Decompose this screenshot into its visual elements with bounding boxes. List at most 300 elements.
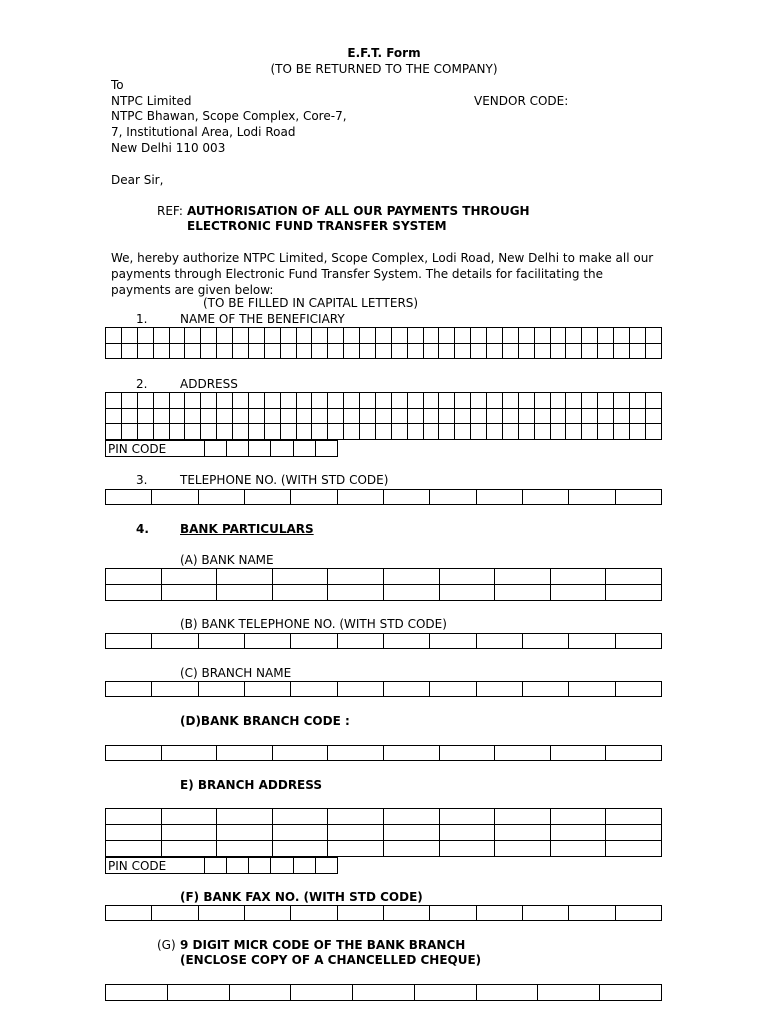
input-cell[interactable] xyxy=(360,424,376,440)
input-cell[interactable] xyxy=(582,408,598,424)
input-cell[interactable] xyxy=(471,408,487,424)
input-cell[interactable] xyxy=(550,746,606,761)
input-cell[interactable] xyxy=(383,490,429,505)
input-cell[interactable] xyxy=(495,809,551,825)
input-cell[interactable] xyxy=(264,424,280,440)
input-cell[interactable] xyxy=(264,408,280,424)
bank-fax-grid[interactable] xyxy=(105,905,662,921)
input-cell[interactable] xyxy=(645,343,661,359)
input-cell[interactable] xyxy=(296,343,312,359)
input-cell[interactable] xyxy=(106,393,122,409)
input-cell[interactable] xyxy=(487,328,503,344)
input-cell[interactable] xyxy=(550,569,606,585)
bank-name-grid[interactable] xyxy=(105,568,662,601)
input-cell[interactable] xyxy=(439,393,455,409)
input-cell[interactable] xyxy=(476,906,522,921)
input-cell[interactable] xyxy=(217,746,273,761)
input-cell[interactable] xyxy=(328,393,344,409)
input-cell[interactable] xyxy=(264,343,280,359)
input-cell[interactable] xyxy=(137,393,153,409)
input-cell[interactable] xyxy=(455,408,471,424)
input-cell[interactable] xyxy=(121,424,137,440)
input-cell[interactable] xyxy=(121,408,137,424)
input-cell[interactable] xyxy=(430,634,476,649)
input-cell[interactable] xyxy=(272,746,328,761)
input-cell[interactable] xyxy=(169,393,185,409)
input-cell[interactable] xyxy=(582,343,598,359)
input-cell[interactable] xyxy=(487,343,503,359)
bank-phone-grid[interactable] xyxy=(105,633,662,649)
input-cell[interactable] xyxy=(407,393,423,409)
input-cell[interactable] xyxy=(106,490,152,505)
input-cell[interactable] xyxy=(328,328,344,344)
input-cell[interactable] xyxy=(502,408,518,424)
input-cell[interactable] xyxy=(337,682,383,697)
input-cell[interactable] xyxy=(375,343,391,359)
input-cell[interactable] xyxy=(439,569,495,585)
input-cell[interactable] xyxy=(233,393,249,409)
input-cell[interactable] xyxy=(280,408,296,424)
input-cell[interactable] xyxy=(455,328,471,344)
input-cell[interactable] xyxy=(495,746,551,761)
input-cell[interactable] xyxy=(534,343,550,359)
input-cell[interactable] xyxy=(337,490,383,505)
input-cell[interactable] xyxy=(566,393,582,409)
pin-cell[interactable] xyxy=(315,858,337,874)
input-cell[interactable] xyxy=(248,343,264,359)
input-cell[interactable] xyxy=(439,809,495,825)
input-cell[interactable] xyxy=(414,985,476,1001)
input-cell[interactable] xyxy=(550,809,606,825)
input-cell[interactable] xyxy=(296,393,312,409)
input-cell[interactable] xyxy=(169,343,185,359)
input-cell[interactable] xyxy=(291,490,337,505)
input-cell[interactable] xyxy=(502,393,518,409)
input-cell[interactable] xyxy=(217,393,233,409)
input-cell[interactable] xyxy=(538,985,600,1001)
input-cell[interactable] xyxy=(153,343,169,359)
input-cell[interactable] xyxy=(606,569,662,585)
input-cell[interactable] xyxy=(106,634,152,649)
input-cell[interactable] xyxy=(407,408,423,424)
input-cell[interactable] xyxy=(423,393,439,409)
input-cell[interactable] xyxy=(606,809,662,825)
input-cell[interactable] xyxy=(360,393,376,409)
input-cell[interactable] xyxy=(614,408,630,424)
input-cell[interactable] xyxy=(471,343,487,359)
input-cell[interactable] xyxy=(375,328,391,344)
input-cell[interactable] xyxy=(569,682,615,697)
input-cell[interactable] xyxy=(106,906,152,921)
input-cell[interactable] xyxy=(328,343,344,359)
input-cell[interactable] xyxy=(550,393,566,409)
input-cell[interactable] xyxy=(198,682,244,697)
input-cell[interactable] xyxy=(471,424,487,440)
input-cell[interactable] xyxy=(337,906,383,921)
input-cell[interactable] xyxy=(344,424,360,440)
input-cell[interactable] xyxy=(375,424,391,440)
input-cell[interactable] xyxy=(383,825,439,841)
input-cell[interactable] xyxy=(550,328,566,344)
pin-cell[interactable] xyxy=(249,858,271,874)
input-cell[interactable] xyxy=(296,408,312,424)
input-cell[interactable] xyxy=(198,906,244,921)
input-cell[interactable] xyxy=(522,682,568,697)
input-cell[interactable] xyxy=(391,424,407,440)
input-cell[interactable] xyxy=(248,408,264,424)
input-cell[interactable] xyxy=(328,746,384,761)
input-cell[interactable] xyxy=(487,408,503,424)
input-cell[interactable] xyxy=(244,906,290,921)
input-cell[interactable] xyxy=(233,328,249,344)
pin-cell[interactable] xyxy=(293,441,315,457)
pin-cell[interactable] xyxy=(315,441,337,457)
input-cell[interactable] xyxy=(598,343,614,359)
input-cell[interactable] xyxy=(198,634,244,649)
input-cell[interactable] xyxy=(169,328,185,344)
input-cell[interactable] xyxy=(391,343,407,359)
input-cell[interactable] xyxy=(629,408,645,424)
input-cell[interactable] xyxy=(360,328,376,344)
input-cell[interactable] xyxy=(291,634,337,649)
input-cell[interactable] xyxy=(217,841,273,857)
input-cell[interactable] xyxy=(344,328,360,344)
input-cell[interactable] xyxy=(344,343,360,359)
input-cell[interactable] xyxy=(233,408,249,424)
input-cell[interactable] xyxy=(344,408,360,424)
input-cell[interactable] xyxy=(471,393,487,409)
input-cell[interactable] xyxy=(502,424,518,440)
input-cell[interactable] xyxy=(153,393,169,409)
input-cell[interactable] xyxy=(217,343,233,359)
input-cell[interactable] xyxy=(375,408,391,424)
input-cell[interactable] xyxy=(137,328,153,344)
input-cell[interactable] xyxy=(522,490,568,505)
input-cell[interactable] xyxy=(550,408,566,424)
input-cell[interactable] xyxy=(161,809,217,825)
input-cell[interactable] xyxy=(534,424,550,440)
input-cell[interactable] xyxy=(518,424,534,440)
input-cell[interactable] xyxy=(106,343,122,359)
input-cell[interactable] xyxy=(161,585,217,601)
input-cell[interactable] xyxy=(614,424,630,440)
input-cell[interactable] xyxy=(383,746,439,761)
input-cell[interactable] xyxy=(185,328,201,344)
input-cell[interactable] xyxy=(121,328,137,344)
input-cell[interactable] xyxy=(629,328,645,344)
input-cell[interactable] xyxy=(106,328,122,344)
input-cell[interactable] xyxy=(152,682,198,697)
input-cell[interactable] xyxy=(522,634,568,649)
input-cell[interactable] xyxy=(495,841,551,857)
input-cell[interactable] xyxy=(407,343,423,359)
input-cell[interactable] xyxy=(598,393,614,409)
telephone-grid[interactable] xyxy=(105,489,662,505)
input-cell[interactable] xyxy=(201,343,217,359)
input-cell[interactable] xyxy=(360,408,376,424)
input-cell[interactable] xyxy=(233,424,249,440)
input-cell[interactable] xyxy=(161,569,217,585)
input-cell[interactable] xyxy=(217,424,233,440)
input-cell[interactable] xyxy=(534,328,550,344)
branch-address-grid[interactable] xyxy=(105,808,662,857)
input-cell[interactable] xyxy=(614,328,630,344)
input-cell[interactable] xyxy=(439,585,495,601)
pin-cell[interactable] xyxy=(293,858,315,874)
input-cell[interactable] xyxy=(423,343,439,359)
input-cell[interactable] xyxy=(487,424,503,440)
input-cell[interactable] xyxy=(502,343,518,359)
branch-pin-grid[interactable] xyxy=(105,857,338,874)
input-cell[interactable] xyxy=(407,328,423,344)
input-cell[interactable] xyxy=(645,393,661,409)
input-cell[interactable] xyxy=(383,906,429,921)
input-cell[interactable] xyxy=(407,424,423,440)
input-cell[interactable] xyxy=(430,906,476,921)
input-cell[interactable] xyxy=(344,393,360,409)
input-cell[interactable] xyxy=(137,408,153,424)
input-cell[interactable] xyxy=(522,906,568,921)
input-cell[interactable] xyxy=(106,841,162,857)
pin-cell[interactable] xyxy=(227,858,249,874)
input-cell[interactable] xyxy=(152,634,198,649)
input-cell[interactable] xyxy=(244,490,290,505)
input-cell[interactable] xyxy=(439,408,455,424)
input-cell[interactable] xyxy=(161,825,217,841)
input-cell[interactable] xyxy=(153,408,169,424)
input-cell[interactable] xyxy=(169,424,185,440)
input-cell[interactable] xyxy=(615,906,661,921)
input-cell[interactable] xyxy=(606,841,662,857)
input-cell[interactable] xyxy=(534,393,550,409)
input-cell[interactable] xyxy=(296,328,312,344)
input-cell[interactable] xyxy=(312,424,328,440)
input-cell[interactable] xyxy=(152,906,198,921)
input-cell[interactable] xyxy=(383,841,439,857)
input-cell[interactable] xyxy=(217,569,273,585)
input-cell[interactable] xyxy=(229,985,291,1001)
input-cell[interactable] xyxy=(439,825,495,841)
input-cell[interactable] xyxy=(502,328,518,344)
input-cell[interactable] xyxy=(272,809,328,825)
input-cell[interactable] xyxy=(312,343,328,359)
input-cell[interactable] xyxy=(455,343,471,359)
input-cell[interactable] xyxy=(198,490,244,505)
input-cell[interactable] xyxy=(439,424,455,440)
micr-code-grid[interactable] xyxy=(105,984,662,1001)
input-cell[interactable] xyxy=(566,424,582,440)
input-cell[interactable] xyxy=(615,634,661,649)
input-cell[interactable] xyxy=(328,424,344,440)
input-cell[interactable] xyxy=(550,841,606,857)
input-cell[interactable] xyxy=(217,585,273,601)
input-cell[interactable] xyxy=(280,424,296,440)
input-cell[interactable] xyxy=(201,328,217,344)
input-cell[interactable] xyxy=(476,490,522,505)
input-cell[interactable] xyxy=(106,985,168,1001)
input-cell[interactable] xyxy=(353,985,415,1001)
input-cell[interactable] xyxy=(582,393,598,409)
address-grid[interactable] xyxy=(105,392,662,440)
input-cell[interactable] xyxy=(518,343,534,359)
input-cell[interactable] xyxy=(106,569,162,585)
input-cell[interactable] xyxy=(121,343,137,359)
input-cell[interactable] xyxy=(476,682,522,697)
input-cell[interactable] xyxy=(383,585,439,601)
beneficiary-name-grid[interactable] xyxy=(105,327,662,359)
input-cell[interactable] xyxy=(566,408,582,424)
input-cell[interactable] xyxy=(217,328,233,344)
input-cell[interactable] xyxy=(248,424,264,440)
input-cell[interactable] xyxy=(600,985,662,1001)
input-cell[interactable] xyxy=(328,809,384,825)
input-cell[interactable] xyxy=(629,424,645,440)
input-cell[interactable] xyxy=(391,408,407,424)
input-cell[interactable] xyxy=(439,841,495,857)
input-cell[interactable] xyxy=(606,746,662,761)
input-cell[interactable] xyxy=(423,424,439,440)
input-cell[interactable] xyxy=(455,393,471,409)
input-cell[interactable] xyxy=(217,825,273,841)
input-cell[interactable] xyxy=(280,343,296,359)
input-cell[interactable] xyxy=(152,490,198,505)
input-cell[interactable] xyxy=(106,825,162,841)
input-cell[interactable] xyxy=(272,585,328,601)
input-cell[interactable] xyxy=(645,424,661,440)
input-cell[interactable] xyxy=(161,841,217,857)
input-cell[interactable] xyxy=(476,634,522,649)
input-cell[interactable] xyxy=(375,393,391,409)
pin-cell[interactable] xyxy=(249,441,271,457)
branch-code-grid[interactable] xyxy=(105,745,662,761)
input-cell[interactable] xyxy=(328,569,384,585)
input-cell[interactable] xyxy=(244,682,290,697)
input-cell[interactable] xyxy=(430,682,476,697)
input-cell[interactable] xyxy=(248,393,264,409)
input-cell[interactable] xyxy=(153,424,169,440)
input-cell[interactable] xyxy=(264,328,280,344)
input-cell[interactable] xyxy=(201,408,217,424)
input-cell[interactable] xyxy=(106,424,122,440)
input-cell[interactable] xyxy=(439,328,455,344)
input-cell[interactable] xyxy=(518,393,534,409)
input-cell[interactable] xyxy=(629,343,645,359)
input-cell[interactable] xyxy=(534,408,550,424)
input-cell[interactable] xyxy=(423,328,439,344)
input-cell[interactable] xyxy=(233,343,249,359)
input-cell[interactable] xyxy=(550,585,606,601)
input-cell[interactable] xyxy=(614,393,630,409)
input-cell[interactable] xyxy=(280,393,296,409)
input-cell[interactable] xyxy=(169,408,185,424)
input-cell[interactable] xyxy=(106,682,152,697)
input-cell[interactable] xyxy=(272,825,328,841)
input-cell[interactable] xyxy=(383,809,439,825)
input-cell[interactable] xyxy=(582,424,598,440)
input-cell[interactable] xyxy=(360,343,376,359)
input-cell[interactable] xyxy=(383,682,429,697)
input-cell[interactable] xyxy=(569,490,615,505)
input-cell[interactable] xyxy=(201,424,217,440)
input-cell[interactable] xyxy=(645,408,661,424)
input-cell[interactable] xyxy=(328,841,384,857)
input-cell[interactable] xyxy=(430,490,476,505)
input-cell[interactable] xyxy=(291,682,337,697)
input-cell[interactable] xyxy=(383,569,439,585)
input-cell[interactable] xyxy=(161,746,217,761)
input-cell[interactable] xyxy=(495,825,551,841)
input-cell[interactable] xyxy=(185,424,201,440)
input-cell[interactable] xyxy=(439,746,495,761)
input-cell[interactable] xyxy=(312,408,328,424)
input-cell[interactable] xyxy=(569,906,615,921)
input-cell[interactable] xyxy=(121,393,137,409)
pin-cell[interactable] xyxy=(271,858,293,874)
input-cell[interactable] xyxy=(328,585,384,601)
pin-cell[interactable] xyxy=(271,441,293,457)
input-cell[interactable] xyxy=(598,424,614,440)
input-cell[interactable] xyxy=(337,634,383,649)
input-cell[interactable] xyxy=(185,408,201,424)
input-cell[interactable] xyxy=(569,634,615,649)
input-cell[interactable] xyxy=(566,328,582,344)
input-cell[interactable] xyxy=(566,343,582,359)
input-cell[interactable] xyxy=(476,985,538,1001)
input-cell[interactable] xyxy=(201,393,217,409)
input-cell[interactable] xyxy=(312,393,328,409)
input-cell[interactable] xyxy=(391,328,407,344)
input-cell[interactable] xyxy=(518,408,534,424)
pin-cell[interactable] xyxy=(227,441,249,457)
input-cell[interactable] xyxy=(106,585,162,601)
input-cell[interactable] xyxy=(280,328,296,344)
branch-name-grid[interactable] xyxy=(105,681,662,697)
input-cell[interactable] xyxy=(550,343,566,359)
input-cell[interactable] xyxy=(487,393,503,409)
input-cell[interactable] xyxy=(550,424,566,440)
input-cell[interactable] xyxy=(137,424,153,440)
input-cell[interactable] xyxy=(217,408,233,424)
input-cell[interactable] xyxy=(137,343,153,359)
input-cell[interactable] xyxy=(495,585,551,601)
pin-cell[interactable] xyxy=(205,858,227,874)
input-cell[interactable] xyxy=(106,408,122,424)
input-cell[interactable] xyxy=(167,985,229,1001)
input-cell[interactable] xyxy=(471,328,487,344)
input-cell[interactable] xyxy=(383,634,429,649)
input-cell[interactable] xyxy=(423,408,439,424)
pin-cell[interactable] xyxy=(205,441,227,457)
input-cell[interactable] xyxy=(328,825,384,841)
input-cell[interactable] xyxy=(598,408,614,424)
input-cell[interactable] xyxy=(606,825,662,841)
input-cell[interactable] xyxy=(106,746,162,761)
input-cell[interactable] xyxy=(153,328,169,344)
input-cell[interactable] xyxy=(296,424,312,440)
input-cell[interactable] xyxy=(629,393,645,409)
input-cell[interactable] xyxy=(614,343,630,359)
input-cell[interactable] xyxy=(391,393,407,409)
input-cell[interactable] xyxy=(645,328,661,344)
input-cell[interactable] xyxy=(185,343,201,359)
input-cell[interactable] xyxy=(272,569,328,585)
input-cell[interactable] xyxy=(518,328,534,344)
input-cell[interactable] xyxy=(582,328,598,344)
input-cell[interactable] xyxy=(615,682,661,697)
input-cell[interactable] xyxy=(455,424,471,440)
input-cell[interactable] xyxy=(312,328,328,344)
input-cell[interactable] xyxy=(328,408,344,424)
